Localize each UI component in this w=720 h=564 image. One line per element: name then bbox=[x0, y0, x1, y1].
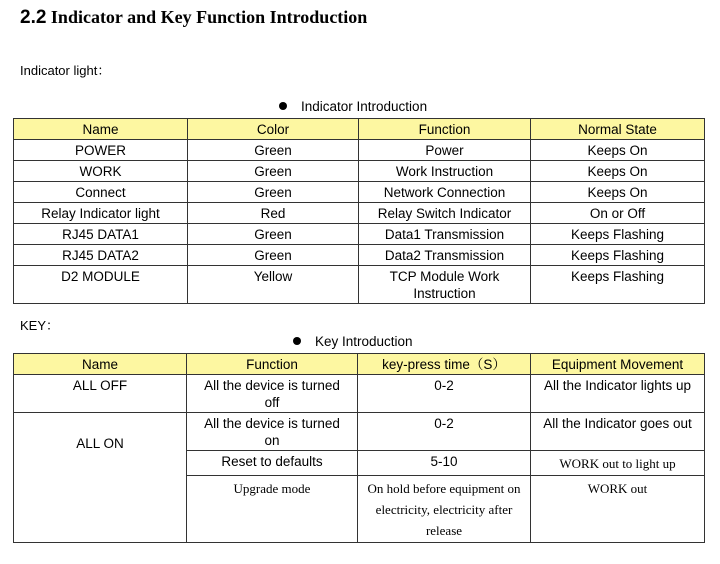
cell-state: Keeps Flashing bbox=[531, 266, 705, 304]
header-name: Name bbox=[14, 119, 188, 140]
cell-movement: WORK out bbox=[531, 476, 705, 543]
key-label: KEY： bbox=[20, 318, 60, 333]
header-name: Name bbox=[14, 354, 187, 375]
cell-function: Network Connection bbox=[359, 182, 531, 203]
cell-function: TCP Module Work Instruction bbox=[359, 266, 531, 304]
cell-state: Keeps Flashing bbox=[531, 245, 705, 266]
indicator-header-row bbox=[14, 119, 705, 140]
cell-name: Connect bbox=[14, 182, 188, 203]
cell-color: Green bbox=[188, 182, 359, 203]
cell-color: Green bbox=[188, 161, 359, 182]
cell-movement: All the Indicator goes out bbox=[531, 413, 705, 451]
cell-state: Keeps Flashing bbox=[531, 224, 705, 245]
key-caption-text: Key Introduction bbox=[315, 334, 413, 349]
key-caption bbox=[293, 334, 413, 349]
header-function: Function bbox=[187, 354, 358, 375]
section-heading bbox=[20, 7, 367, 29]
key-table bbox=[13, 353, 705, 543]
cell-name: POWER bbox=[14, 140, 188, 161]
cell-function: Upgrade mode bbox=[187, 476, 358, 543]
cell-name: RJ45 DATA2 bbox=[14, 245, 188, 266]
cell-state: Keeps On bbox=[531, 182, 705, 203]
table-row bbox=[14, 182, 705, 203]
bullet-icon bbox=[293, 337, 301, 345]
cell-name: ALL OFF bbox=[14, 375, 187, 413]
cell-color: Red bbox=[188, 203, 359, 224]
cell-function: Data1 Transmission bbox=[359, 224, 531, 245]
cell-movement: WORK out to light up bbox=[531, 451, 705, 476]
cell-name: WORK bbox=[14, 161, 188, 182]
table-row bbox=[14, 245, 705, 266]
cell-color: Green bbox=[188, 245, 359, 266]
cell-color: Green bbox=[188, 224, 359, 245]
cell-name: D2 MODULE bbox=[14, 266, 188, 304]
key-header-row bbox=[14, 354, 705, 375]
cell-time: On hold before equipment on electricity, electricity after release bbox=[358, 476, 531, 543]
cell-state: On or Off bbox=[531, 203, 705, 224]
indicator-table bbox=[13, 118, 705, 304]
table-row bbox=[14, 203, 705, 224]
cell-function: All the device is turned on bbox=[187, 413, 358, 451]
cell-time: 0-2 bbox=[358, 413, 531, 451]
table-row bbox=[14, 140, 705, 161]
section-title: Indicator and Key Function Introduction bbox=[50, 7, 368, 27]
header-normal-state: Normal State bbox=[531, 119, 705, 140]
header-function: Function bbox=[359, 119, 531, 140]
cell-color: Yellow bbox=[188, 266, 359, 304]
header-color: Color bbox=[188, 119, 359, 140]
cell-state: Keeps On bbox=[531, 161, 705, 182]
cell-time: 5-10 bbox=[358, 451, 531, 476]
cell-color: Green bbox=[188, 140, 359, 161]
header-press-time: key-press time（S） bbox=[358, 354, 531, 375]
cell-name: RJ45 DATA1 bbox=[14, 224, 188, 245]
indicator-caption-text: Indicator Introduction bbox=[301, 99, 428, 114]
table-row bbox=[14, 375, 705, 413]
cell-movement: All the Indicator lights up bbox=[531, 375, 705, 413]
indicator-caption bbox=[279, 99, 427, 114]
cell-function: Power bbox=[359, 140, 531, 161]
cell-function: Data2 Transmission bbox=[359, 245, 531, 266]
table-row bbox=[14, 266, 705, 304]
section-number: 2.2 bbox=[20, 7, 47, 28]
table-row bbox=[14, 224, 705, 245]
cell-time: 0-2 bbox=[358, 375, 531, 413]
cell-name: Relay Indicator light bbox=[14, 203, 188, 224]
cell-name: ALL ON bbox=[14, 413, 187, 543]
cell-state: Keeps On bbox=[531, 140, 705, 161]
cell-function: All the device is turned off bbox=[187, 375, 358, 413]
table-row bbox=[14, 413, 705, 451]
indicator-label: Indicator light： bbox=[20, 63, 111, 78]
table-row bbox=[14, 161, 705, 182]
cell-function: Work Instruction bbox=[359, 161, 531, 182]
cell-function: Reset to defaults bbox=[187, 451, 358, 476]
cell-function: Relay Switch Indicator bbox=[359, 203, 531, 224]
bullet-icon bbox=[279, 102, 287, 110]
header-equipment-movement: Equipment Movement bbox=[531, 354, 705, 375]
